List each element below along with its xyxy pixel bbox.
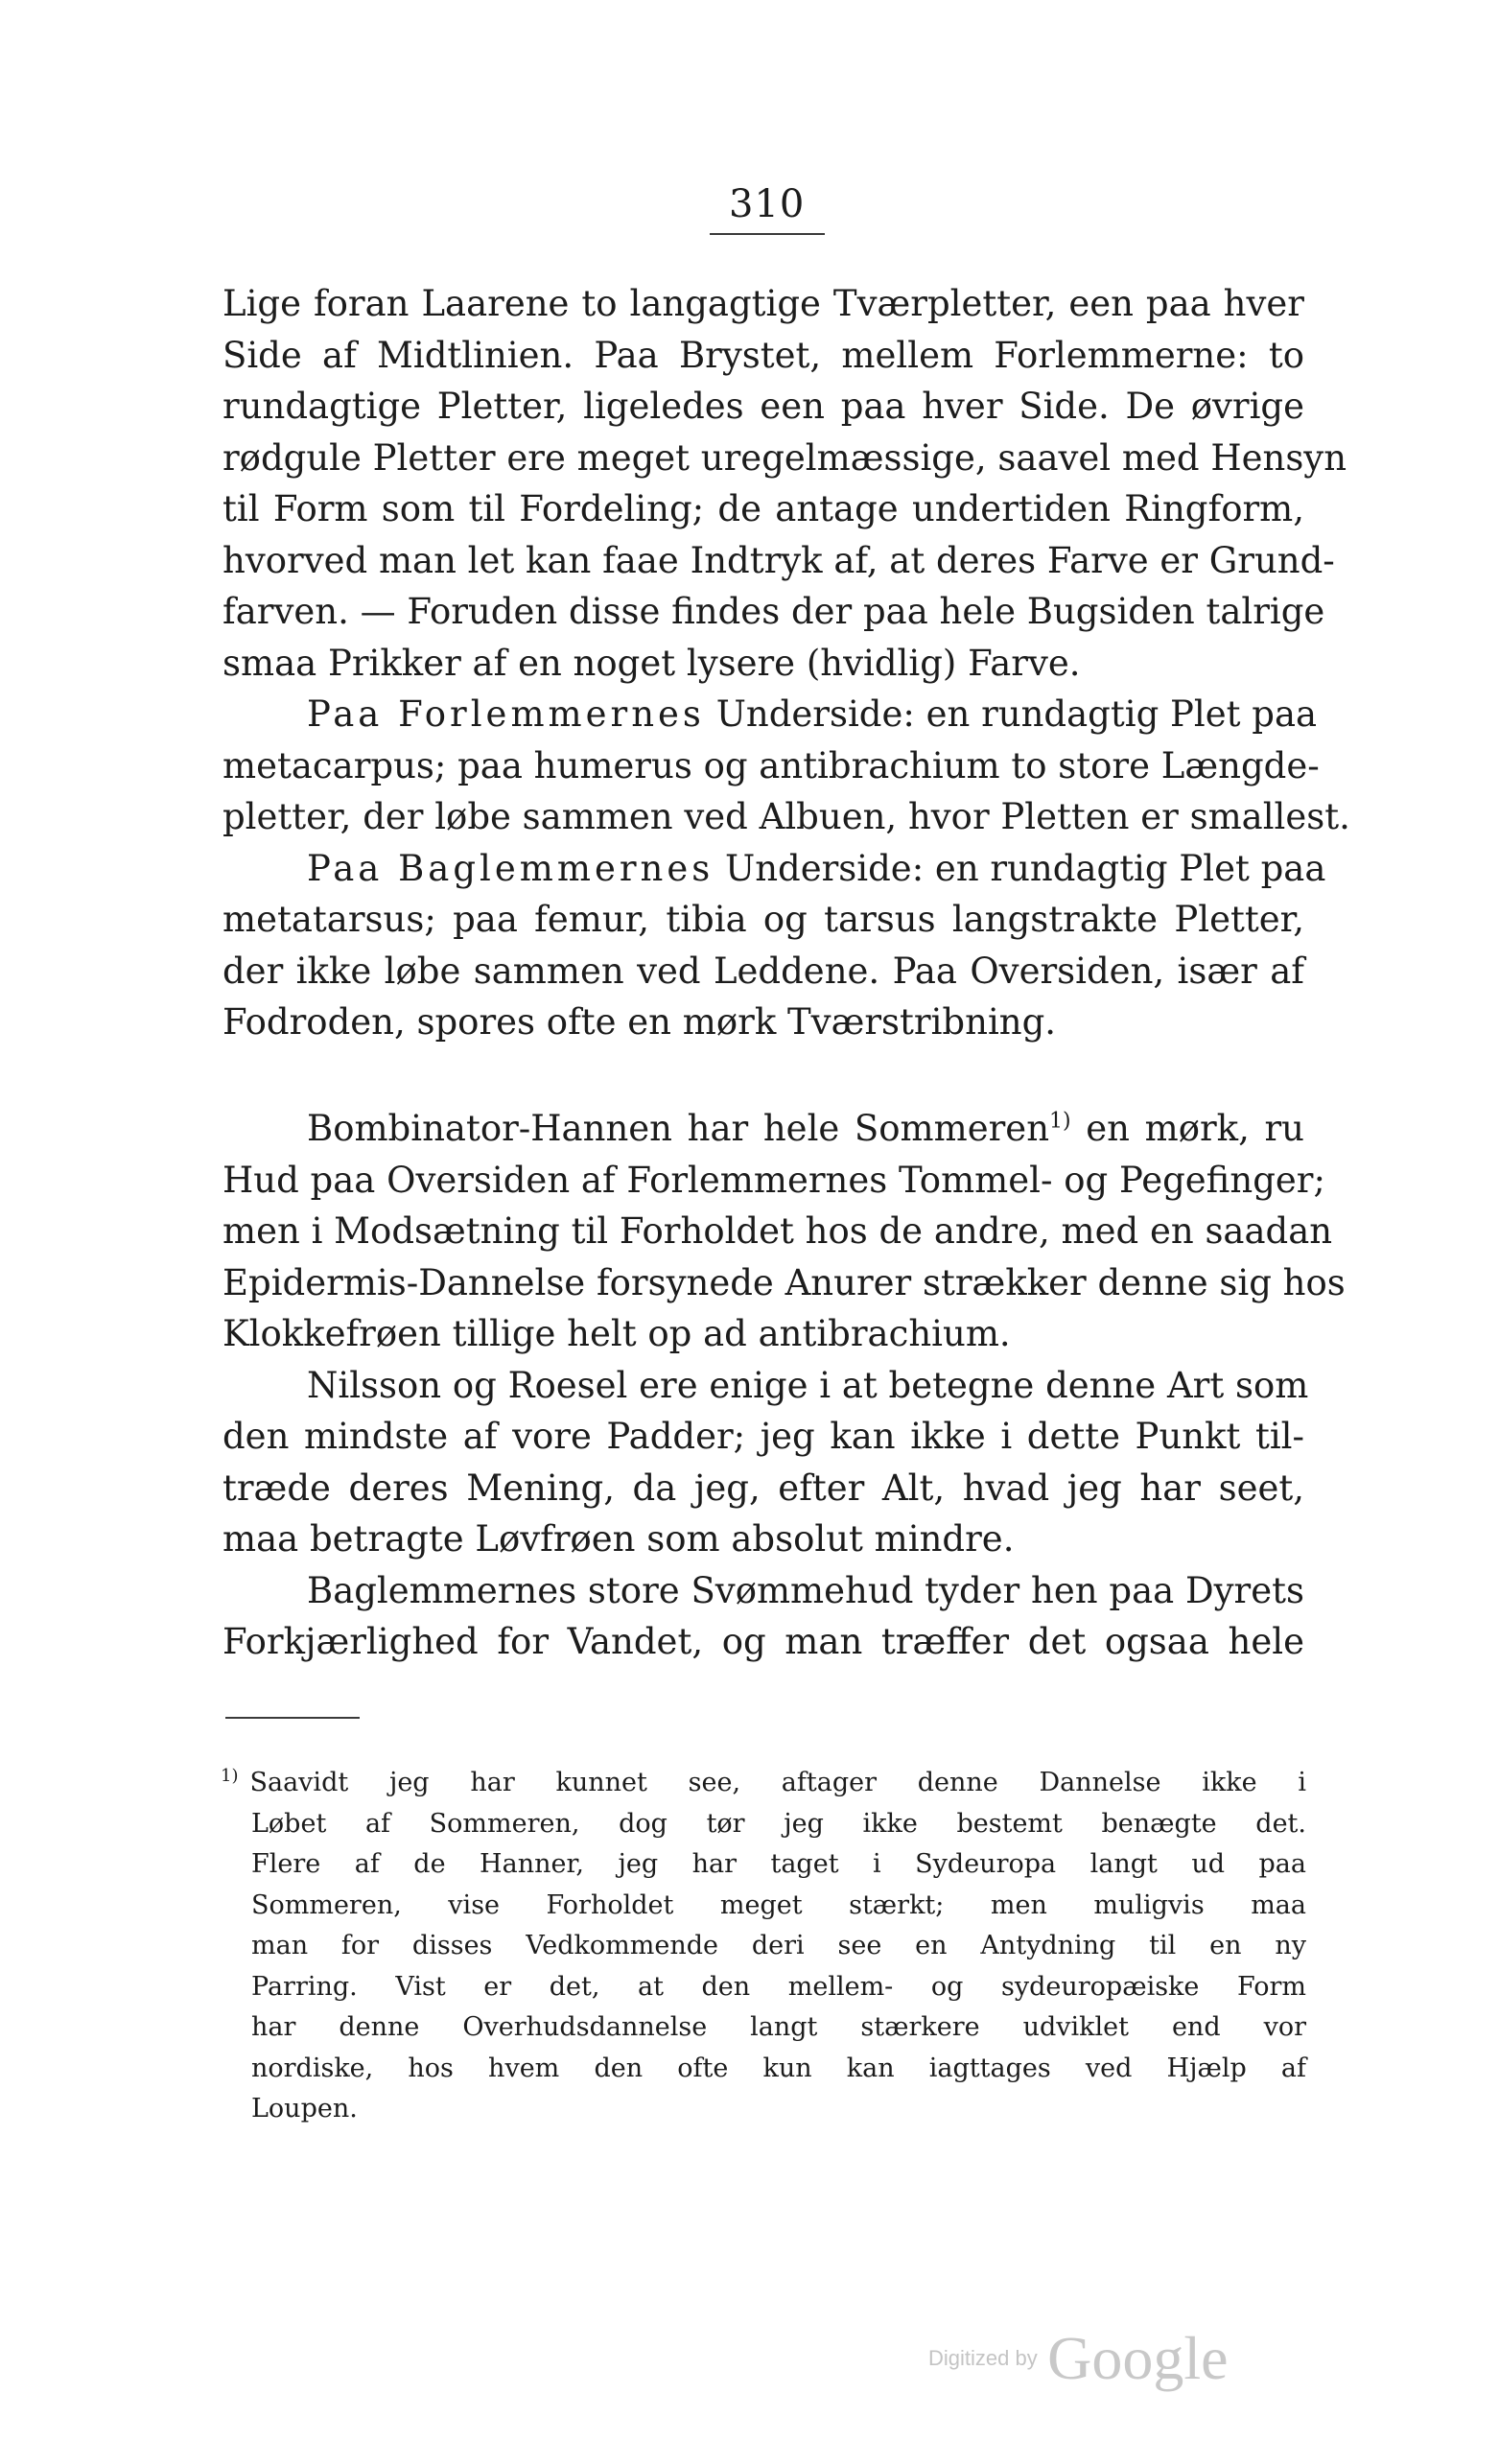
footnote-line: har denne Overhudsdannelse langt stærkere udviklet end vor — [251, 2012, 1306, 2042]
text-line: der ikke løbe sammen ved Leddene. Paa Oversiden, især af — [223, 950, 1304, 992]
fore-section-title: Paa Forlemmernes — [307, 693, 705, 735]
hind-section-first-line-rest: Underside: en rundagtig Plet paa — [725, 847, 1326, 889]
footnote-line: Loupen. — [251, 2094, 358, 2124]
footnote-line: Flere af de Hanner, jeg har taget i Sydeuropa langt ud paa — [251, 1849, 1306, 1879]
hind-section-first-line — [223, 843, 1326, 895]
footnote-first-line-text: Saavidt jeg har kunnet see, aftager denne Dannelse ikke i — [249, 1768, 1306, 1797]
text-line: den mindste af vore Padder; jeg kan ikke i dette Punkt til- — [223, 1416, 1304, 1457]
footnote-separator — [225, 1717, 360, 1719]
fore-section-first-line — [223, 689, 1318, 740]
text-line: Fodroden, spores ofte en mørk Tværstribning. — [223, 1001, 1057, 1043]
bombinator-first-line — [223, 1103, 1304, 1155]
bombinator-first-line-b: en mørk, ru — [1086, 1108, 1304, 1149]
text-line: Side af Midtlinien. Paa Brystet, mellem Forlemmerne: to — [223, 334, 1304, 376]
footnote-mark: 1) — [221, 1766, 239, 1786]
text-line: rundagtige Pletter, ligeledes een paa hver Side. De øvrige — [223, 386, 1304, 427]
text-line: Klokkefrøen tillige helt op ad antibrachium. — [223, 1313, 1011, 1354]
text-line: Forkjærlighed for Vandet, og man træffer det ogsaa hele — [223, 1621, 1304, 1662]
text-line: træde deres Mening, da jeg, efter Alt, hvad jeg har seet, — [223, 1467, 1304, 1509]
text-line: hvorved man let kan faae Indtryk af, at deres Farve er Grund- — [223, 539, 1335, 581]
google-logo: Google — [1047, 2324, 1229, 2392]
footnote-line: Parring. Vist er det, at den mellem- og sydeuropæiske Form — [251, 1971, 1306, 2002]
text-line: maa betragte Løvfrøen som absolut mindre. — [223, 1518, 1015, 1560]
footnote-line: man for disses Vedkommende deri see en Antydning til en ny — [251, 1931, 1306, 1960]
footnote-line: Sommeren, vise Forholdet meget stærkt; men muligvis maa — [251, 1889, 1306, 1920]
text-line: rødgule Pletter ere meget uregelmæssige, saavel med Hensyn — [223, 436, 1347, 479]
footnote-first-line — [221, 1763, 1306, 1804]
digitized-watermark — [928, 2323, 1229, 2394]
text-line: Nilsson og Roesel ere enige i at betegne denne Art som — [307, 1364, 1309, 1406]
text-line: pletter, der løbe sammen ved Albuen, hvor Pletten er smallest. — [223, 796, 1350, 837]
footnote-reference: 1) — [1049, 1109, 1071, 1134]
text-line: Lige foran Laarene to langagtige Tværpletter, een paa hver — [223, 283, 1304, 324]
footnote-line: Løbet af Sommeren, dog tør jeg ikke bestemt benægte det. — [251, 1808, 1306, 1839]
footnote — [221, 1763, 1306, 2130]
main-text-lower — [223, 1103, 1346, 1668]
text-line: metatarsus; paa femur, tibia og tarsus langstrakte Pletter, — [223, 899, 1304, 940]
text-line: Epidermis-Dannelse forsynede Anurer strækker denne sig hos — [223, 1261, 1346, 1303]
text-line: Hud paa Oversiden af Forlemmernes Tommel- og Pegefinger; — [223, 1159, 1325, 1201]
hind-section-title: Paa Baglemmernes — [307, 847, 714, 889]
page-number: 310 — [729, 182, 806, 226]
text-line: farven. — Foruden disse findes der paa hele Bugsiden talrige — [223, 591, 1325, 632]
main-text-upper — [223, 278, 1350, 1048]
page-number-underline — [710, 233, 825, 235]
text-line: smaa Prikker af en noget lysere (hvidlig) Farve. — [223, 642, 1081, 684]
text-line: til Form som til Fordeling; de antage undertiden Ringform, — [223, 488, 1304, 529]
text-line: men i Modsætning til Forholdet hos de andre, med en saadan — [223, 1210, 1333, 1252]
bombinator-first-line-a: Bombinator-Hannen har hele Sommeren — [307, 1108, 1050, 1149]
fore-section-first-line-rest: Underside: en rundagtig Plet paa — [715, 693, 1318, 735]
text-line: Baglemmernes store Svømmehud tyder hen paa Dyrets — [307, 1569, 1304, 1611]
footnote-line: nordiske, hos hvem den ofte kun kan iagttages ved Hjælp af — [251, 2053, 1306, 2083]
watermark-prefix: Digitized by — [928, 2346, 1038, 2370]
text-line: metacarpus; paa humerus og antibrachium to store Længde- — [223, 744, 1320, 786]
